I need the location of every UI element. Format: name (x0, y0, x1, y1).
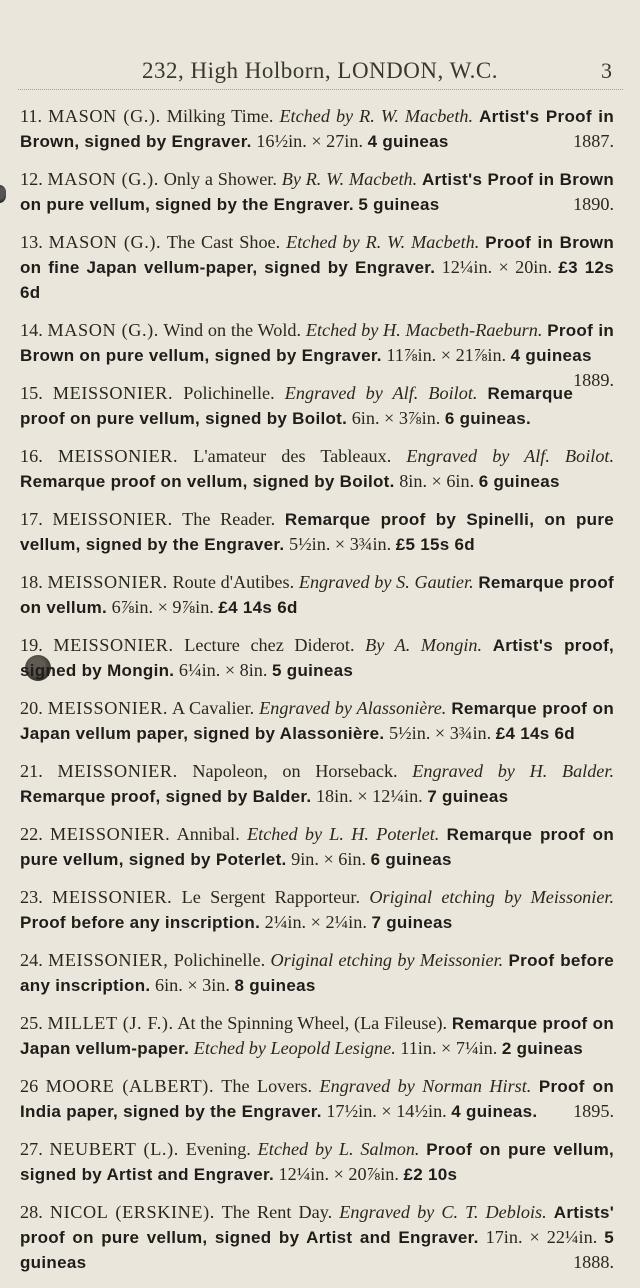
entry-artist: MEISSONIER. (53, 635, 174, 655)
entry-size: 6⅞in. × 9⅞in. (111, 597, 214, 617)
entry-year: 1890. (573, 194, 614, 214)
entry-engraver-note: Etched by Leopold Lesigne. (193, 1038, 396, 1058)
entry-price: £3 12s 6d (20, 258, 614, 302)
entry-engraver-note: Etched by R. W. Macbeth. (279, 106, 474, 126)
entry-size: 17in. × 22¼in. (485, 1227, 598, 1247)
entry-engraver-note: Engraved by S. Gautier. (298, 572, 474, 592)
catalogue-entry (20, 1074, 614, 1124)
entry-price: £4 14s 6d (218, 598, 298, 617)
entry-year: 1889. (573, 370, 614, 390)
entry-title: The Lovers. (221, 1076, 313, 1096)
entry-artist: MASON (G.). (48, 106, 161, 126)
entry-title: L'amateur des Tableaux. (193, 446, 392, 466)
entry-title: Milking Time. (166, 106, 274, 126)
catalogue-entry (20, 167, 614, 217)
entry-description: Artist's Proof in Brown on pure vellum, signed by the Engraver. (20, 170, 615, 214)
entry-description: Proof before any inscription. (20, 913, 261, 932)
entry-description: Artist's Proof in Brown, signed by Engraver. (20, 107, 615, 151)
entry-price: 6 guineas (370, 850, 452, 869)
entry-artist: MEISSONIER. (57, 761, 178, 781)
entry-size: 2¼in. × 2¼in. (264, 912, 367, 932)
catalogue-entry (20, 1200, 614, 1275)
page-blemish (0, 185, 6, 203)
entry-title: Evening. (185, 1139, 251, 1159)
catalogue-entry (20, 381, 614, 431)
entry-description: Remarque proof on vellum, signed by Boilot. (20, 472, 395, 491)
entry-size: 12¼in. × 20in. (441, 257, 552, 277)
entry-engraver-note: Engraved by H. Balder. (412, 761, 614, 781)
entry-artist: MEISSONIER. (57, 446, 179, 466)
page-title: 232, High Holborn, LONDON, W.C. (141, 58, 499, 83)
entry-price: £2 10s (403, 1165, 458, 1184)
entry-number: 16. (20, 446, 43, 466)
entry-artist: MEISSONIER. (52, 509, 173, 529)
entry-engraver-note: By R. W. Macbeth. (281, 169, 418, 189)
catalogue-entry (20, 444, 614, 494)
entry-title: Le Sergent Rapporteur. (181, 887, 361, 907)
entry-size: 6¼in. × 8in. (178, 660, 268, 680)
entry-description: Proof before any inscription. (20, 951, 614, 995)
entry-artist: NEUBERT (L.). (49, 1139, 179, 1159)
catalogue-entry (20, 507, 614, 557)
entry-size: 5½in. × 3¾in. (288, 534, 392, 554)
entry-title: Route d'Autibes. (172, 572, 295, 592)
entry-description: Remarque proof on Japan vellum-paper. (20, 1014, 615, 1058)
catalogue-entry (20, 318, 615, 390)
entry-title: Only a Shower. (163, 169, 277, 189)
entry-number: 24. (20, 950, 43, 970)
entry-description: Proof on pure vellum, signed by Artist and Engraver. (20, 1140, 615, 1184)
entry-artist: MOORE (ALBERT). (45, 1076, 215, 1096)
entry-description: Remarque proof by Spinelli, on pure vellum, signed by the Engraver. (20, 510, 615, 554)
entry-engraver-note: Etched by L. H. Poterlet. (247, 824, 440, 844)
entry-price: 5 guineas (272, 661, 354, 680)
entry-description: Remarque proof on pure vellum, signed by Poterlet. (20, 825, 615, 869)
entry-description: Proof in Brown on pure vellum, signed by Engraver. (20, 321, 615, 365)
entry-description: Artist's proof, signed by Mongin. (20, 636, 615, 680)
entry-engraver-note: Etched by R. W. Macbeth. (286, 232, 480, 252)
entry-artist: MASON (G.). (47, 169, 159, 189)
entry-engraver-note: Engraved by Alassonière. (259, 698, 447, 718)
entry-title: Lecture chez Diderot. (184, 635, 355, 655)
entry-size: 17½in. × 14½in. (326, 1101, 447, 1121)
entry-number: 13. (20, 232, 43, 252)
entry-size: 5½in. × 3¾in. (388, 723, 492, 743)
catalogue-entry (20, 570, 614, 620)
catalogue-entry (20, 822, 614, 872)
entry-engraver-note: Original etching by Meissonier. (270, 950, 504, 970)
entry-engraver-note: Etched by L. Salmon. (257, 1139, 420, 1159)
entry-number: 12. (20, 169, 43, 189)
entry-number: 18. (20, 572, 43, 592)
entry-number: 14. (20, 320, 43, 340)
entry-number: 21. (20, 761, 43, 781)
entry-engraver-note: Etched by H. Macbeth-Raeburn. (305, 320, 543, 340)
entry-artist: MEISSONIER. (47, 698, 168, 718)
entry-title: The Reader. (182, 509, 276, 529)
entry-size: 6in. × 3in. (154, 975, 230, 995)
entry-year: 1895. (573, 1101, 614, 1121)
entry-price: 6 guineas. (444, 409, 531, 428)
entry-number: 20. (20, 698, 43, 718)
catalogue-entry (20, 1011, 614, 1061)
entry-price: 2 guineas (501, 1039, 583, 1058)
header-rule (18, 89, 623, 90)
entry-artist: MASON (G.). (48, 232, 162, 252)
entry-engraver-note: Original etching by Meissonier. (369, 887, 614, 907)
entry-number: 26 (20, 1076, 39, 1096)
entry-engraver-note: Engraved by Norman Hirst. (319, 1076, 532, 1096)
entry-title: At the Spinning Wheel, (La Fileuse). (177, 1013, 448, 1033)
entry-artist: MEISSONIER. (47, 572, 168, 592)
entry-number: 23. (20, 887, 43, 907)
entry-engraver-note: Engraved by Alf. Boilot. (284, 383, 478, 403)
entry-size: 8in. × 6in. (399, 471, 475, 491)
entry-title: The Cast Shoe. (166, 232, 281, 252)
entry-number: 27. (20, 1139, 43, 1159)
entry-title: Polichinelle. (183, 383, 275, 403)
page-number: 3 (601, 58, 612, 83)
entry-year: 1887. (573, 131, 614, 151)
entry-price: 4 guineas (367, 132, 449, 151)
catalogue-entry (20, 696, 614, 746)
entry-description: Proof on India paper, signed by the Engraver. (20, 1077, 615, 1121)
entry-number: 15. (20, 383, 43, 403)
entry-price: 7 guineas (427, 787, 509, 806)
entry-description: Proof in Brown on fine Japan vellum-paper, signed by Engraver. (20, 233, 614, 277)
entry-price: 4 guineas. (451, 1102, 538, 1121)
entry-description: Remarque proof on vellum. (20, 573, 615, 617)
entry-artist: MEISSONIER. (52, 887, 173, 907)
entry-size: 12¼in. × 20⅞in. (278, 1164, 399, 1184)
entry-description: Remarque proof on Japan vellum paper, signed by Alassonière. (20, 699, 615, 743)
entry-engraver-note: Engraved by C. T. Deblois. (339, 1202, 547, 1222)
entry-artist: MEISSONIER. (52, 383, 174, 403)
entry-size: 11in. × 7¼in. (400, 1038, 498, 1058)
entry-number: 19. (20, 635, 43, 655)
entry-size: 11⅞in. × 21⅞in. (386, 345, 507, 365)
entry-price: 7 guineas (371, 913, 453, 932)
entry-description: Remarque proof on pure vellum, signed by Boilot. (20, 384, 574, 428)
entry-size: 18in. × 12¼in. (315, 786, 423, 806)
entry-price: 5 guineas (358, 195, 440, 214)
entry-price: £5 15s 6d (395, 535, 475, 554)
entry-price: 8 guineas (234, 976, 316, 995)
entry-price: £4 14s 6d (495, 724, 575, 743)
entry-artist: NICOL (ERSKINE). (49, 1202, 215, 1222)
entry-title: Annibal. (176, 824, 240, 844)
entry-number: 17. (20, 509, 43, 529)
entry-title: Wind on the Wold. (163, 320, 302, 340)
entry-artist: MASON (G.). (47, 320, 159, 340)
entry-price: 5 guineas (20, 1228, 615, 1272)
entry-price: 4 guineas (510, 346, 592, 365)
entry-title: Polichinelle. (173, 950, 266, 970)
entry-artist: MILLET (J. F.). (47, 1013, 174, 1033)
entry-number: 28. (20, 1202, 43, 1222)
entry-engraver-note: Engraved by Alf. Boilot. (406, 446, 615, 466)
catalogue-entry (20, 759, 614, 809)
entry-description: Artists' proof on pure vellum, signed by Artist and Engraver. (20, 1203, 615, 1247)
entry-number: 25. (20, 1013, 43, 1033)
catalogue-entry (20, 1137, 614, 1187)
catalogue-entry (20, 948, 614, 998)
entry-size: 6in. × 3⅞in. (351, 408, 441, 428)
catalogue-entry (20, 885, 614, 935)
entry-title: A Cavalier. (171, 698, 255, 718)
entry-number: 11. (20, 106, 43, 126)
entry-size: 16½in. × 27in. (256, 131, 364, 151)
catalogue-entry (20, 104, 614, 154)
entry-year: 1888. (573, 1252, 614, 1272)
catalogue-entry (20, 230, 614, 305)
entry-title: Napoleon, on Horseback. (192, 761, 398, 781)
entry-engraver-note: By A. Mongin. (365, 635, 483, 655)
entry-artist: MEISSONIER. (50, 824, 171, 844)
catalogue-entry (20, 633, 614, 683)
entry-size: 9in. × 6in. (291, 849, 367, 869)
entry-price: 6 guineas (478, 472, 560, 491)
catalogue-entries (20, 104, 614, 1288)
page-header (0, 58, 640, 90)
entry-description: Remarque proof, signed by Balder. (20, 787, 312, 806)
entry-artist: MEISSONIER, (48, 950, 169, 970)
entry-title: The Rent Day. (221, 1202, 333, 1222)
entry-number: 22. (20, 824, 43, 844)
